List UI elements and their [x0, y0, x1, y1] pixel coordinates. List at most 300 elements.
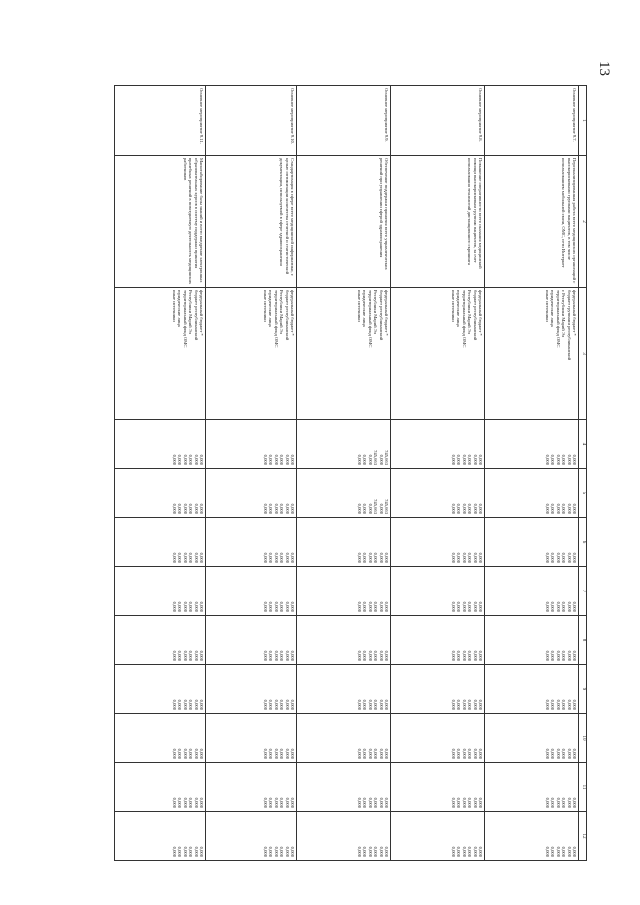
amount: 0,000 — [268, 846, 274, 857]
amount: 0,000 — [566, 650, 572, 661]
value-cell — [297, 567, 391, 616]
amount: 0,000 — [373, 699, 379, 710]
amount: 0,000 — [467, 650, 473, 661]
amount: 0,000 — [378, 797, 384, 808]
amount: 0,000 — [550, 699, 556, 710]
amount: 0,000 — [362, 846, 368, 857]
amount: 0,000 — [478, 454, 483, 465]
amount: 0,000 — [378, 503, 384, 514]
amount: 0,000 — [461, 503, 467, 514]
amount: 0,000 — [171, 650, 177, 661]
amount: 0,000 — [279, 454, 285, 465]
amount: 0,000 — [544, 748, 550, 759]
amount: 0,000 — [467, 503, 473, 514]
amount: 0,000 — [193, 503, 199, 514]
amount: 0,000 — [199, 797, 204, 808]
value-cell — [115, 567, 206, 616]
amount: 0,000 — [472, 503, 478, 514]
funding-source: иные источники — [262, 290, 268, 322]
amount: 0,000 — [550, 454, 556, 465]
funding-source: юридические лица — [456, 290, 462, 327]
amount: 0,000 — [362, 650, 368, 661]
funding-source: Республики Марий Эл — [188, 290, 194, 334]
amount: 0,000 — [273, 503, 279, 514]
value-cell — [115, 420, 206, 469]
column-header: 10 — [579, 714, 587, 763]
amount: 0,000 — [555, 699, 561, 710]
amount: 0,000 — [182, 846, 188, 857]
amount: 0,000 — [384, 846, 389, 857]
amount: 0,000 — [273, 552, 279, 563]
amount: 0,000 — [182, 797, 188, 808]
funding-source: территориальный фонд ОМС — [367, 290, 373, 348]
amount: 0,000 — [378, 748, 384, 759]
amount: 0,000 — [572, 797, 577, 808]
amount: 0,000 — [472, 552, 478, 563]
amount: 0,000 — [262, 650, 268, 661]
amount: 0,000 — [182, 503, 188, 514]
amount: 0,000 — [182, 454, 188, 465]
amount: 0,000 — [461, 699, 467, 710]
funding-source: бюджет республиканский — [472, 290, 478, 341]
amount: 0,000 — [450, 797, 456, 808]
value-cell — [391, 518, 485, 567]
value-cell — [206, 420, 297, 469]
amount: 0,000 — [284, 846, 290, 857]
activity-type: Основное мероприятие 9.8. — [391, 86, 485, 156]
value-cell — [485, 420, 579, 469]
amount: 0,000 — [356, 650, 362, 661]
amount: 0,000 — [367, 503, 373, 514]
value-cell — [485, 763, 579, 812]
amount: 745,663 — [373, 450, 379, 465]
column-header: 3 — [579, 288, 587, 420]
amount: 0,000 — [572, 699, 577, 710]
amount: 0,000 — [171, 748, 177, 759]
amount: 0,000 — [566, 748, 572, 759]
amount: 0,000 — [461, 601, 467, 612]
value-cell — [297, 665, 391, 714]
activity-type: Основное мероприятие 9.10. — [206, 86, 297, 156]
amount: 0,000 — [555, 846, 561, 857]
amount: 0,000 — [478, 650, 483, 661]
amount: 0,000 — [561, 552, 567, 563]
funding-source: территориальный фонд ОМС — [182, 290, 188, 348]
amount: 0,000 — [290, 552, 295, 563]
amount: 0,000 — [268, 552, 274, 563]
amount: 0,000 — [555, 797, 561, 808]
budget-table — [114, 85, 587, 861]
amount: 0,000 — [561, 650, 567, 661]
amount: 0,000 — [461, 552, 467, 563]
amount: 0,000 — [373, 552, 379, 563]
amount: 0,000 — [356, 699, 362, 710]
amount: 0,000 — [177, 601, 183, 612]
funding-source: бюджет республиканский — [193, 290, 199, 341]
amount: 0,000 — [472, 846, 478, 857]
amount: 0,000 — [450, 552, 456, 563]
value-cell — [391, 714, 485, 763]
funding-sources — [115, 288, 206, 420]
amount: 0,000 — [273, 748, 279, 759]
value-cell — [206, 665, 297, 714]
amount: 0,000 — [279, 552, 285, 563]
value-cell — [297, 469, 391, 518]
amount: 0,000 — [561, 846, 567, 857]
amount: 0,000 — [279, 797, 285, 808]
amount: 0,000 — [199, 454, 204, 465]
table-row — [115, 86, 206, 861]
amount: 0,000 — [544, 699, 550, 710]
funding-source: юридические лица — [550, 290, 556, 327]
amount: 0,000 — [268, 503, 274, 514]
amount: 0,000 — [467, 699, 473, 710]
amount: 0,000 — [555, 650, 561, 661]
column-header: 5 — [579, 469, 587, 518]
amount: 0,000 — [193, 650, 199, 661]
funding-source: юридические лица — [268, 290, 274, 327]
funding-source: Республики Марий Эл — [279, 290, 285, 334]
amount: 0,000 — [472, 797, 478, 808]
activity-name: Повышение оперативности всего оказания медицинской помощи высокорисковым группам пациентов, за счет использования технологий дистанционного скрининга — [391, 156, 485, 288]
amount: 0,000 — [262, 503, 268, 514]
funding-source: федеральный бюджет * — [572, 290, 577, 336]
amount: 0,000 — [555, 454, 561, 465]
amount: 0,000 — [456, 454, 462, 465]
amount: 0,000 — [171, 797, 177, 808]
amount: 0,000 — [544, 454, 550, 465]
amount: 0,000 — [356, 601, 362, 612]
amount: 0,000 — [367, 748, 373, 759]
amount: 0,000 — [279, 650, 285, 661]
amount: 745,663 — [373, 499, 379, 514]
amount: 0,000 — [273, 454, 279, 465]
funding-sources — [297, 288, 391, 420]
amount: 0,000 — [550, 601, 556, 612]
amount: 0,000 — [182, 650, 188, 661]
amount: 0,000 — [284, 503, 290, 514]
value-cell — [297, 616, 391, 665]
activity-type: Основное мероприятие 9.7. — [485, 86, 579, 156]
amount: 0,000 — [188, 454, 194, 465]
table-row — [485, 86, 579, 861]
amount: 0,000 — [356, 846, 362, 857]
amount: 0,000 — [362, 797, 368, 808]
amount: 0,000 — [199, 699, 204, 710]
amount: 0,000 — [362, 454, 368, 465]
amount: 0,000 — [472, 454, 478, 465]
value-cell — [391, 665, 485, 714]
value-cell — [485, 518, 579, 567]
column-header: 6 — [579, 518, 587, 567]
amount: 0,000 — [177, 552, 183, 563]
amount: 0,000 — [193, 454, 199, 465]
amount: 0,000 — [373, 748, 379, 759]
value-cell — [206, 714, 297, 763]
amount: 0,000 — [550, 650, 556, 661]
amount: 0,000 — [182, 748, 188, 759]
amount: 0,000 — [566, 503, 572, 514]
amount: 0,000 — [450, 454, 456, 465]
amount: 0,000 — [284, 699, 290, 710]
amount: 0,000 — [268, 601, 274, 612]
amount: 0,000 — [373, 650, 379, 661]
amount: 0,000 — [550, 797, 556, 808]
value-cell — [297, 518, 391, 567]
column-header: 1 — [579, 86, 587, 156]
amount: 0,000 — [544, 552, 550, 563]
amount: 0,000 — [450, 503, 456, 514]
value-cell — [206, 763, 297, 812]
amount: 0,000 — [472, 650, 478, 661]
value-cell — [297, 812, 391, 861]
funding-source: бюджет республиканский — [284, 290, 290, 341]
value-cell — [485, 567, 579, 616]
amount: 0,000 — [544, 503, 550, 514]
amount: 0,000 — [367, 699, 373, 710]
amount: 0,000 — [199, 601, 204, 612]
amount: 0,000 — [384, 601, 389, 612]
amount: 0,000 — [171, 601, 177, 612]
value-cell — [297, 714, 391, 763]
amount: 0,000 — [279, 601, 285, 612]
amount: 0,000 — [544, 650, 550, 661]
amount: 0,000 — [193, 748, 199, 759]
amount: 0,000 — [284, 797, 290, 808]
amount: 0,000 — [290, 601, 295, 612]
amount: 0,000 — [561, 601, 567, 612]
value-cell — [115, 518, 206, 567]
amount: 0,000 — [572, 552, 577, 563]
amount: 0,000 — [555, 503, 561, 514]
amount: 0,000 — [262, 699, 268, 710]
amount: 0,000 — [356, 748, 362, 759]
amount: 0,000 — [273, 650, 279, 661]
amount: 0,000 — [367, 454, 373, 465]
value-cell — [391, 420, 485, 469]
amount: 0,000 — [378, 846, 384, 857]
amount: 0,000 — [193, 699, 199, 710]
amount: 0,000 — [290, 699, 295, 710]
amount: 0,000 — [362, 699, 368, 710]
amount: 0,000 — [177, 503, 183, 514]
amount: 0,000 — [544, 601, 550, 612]
amount: 0,000 — [262, 748, 268, 759]
amount: 0,000 — [373, 797, 379, 808]
amount: 0,000 — [550, 503, 556, 514]
amount: 0,000 — [177, 797, 183, 808]
amount: 0,000 — [384, 699, 389, 710]
amount: 0,000 — [193, 797, 199, 808]
column-header: 9 — [579, 665, 587, 714]
value-cell — [115, 616, 206, 665]
amount: 0,000 — [367, 650, 373, 661]
amount: 0,000 — [384, 748, 389, 759]
amount: 0,000 — [461, 748, 467, 759]
amount: 0,000 — [268, 454, 274, 465]
funding-source: бюджет республиканский — [378, 290, 384, 341]
amount: 0,000 — [177, 454, 183, 465]
amount: 745,663 — [384, 499, 389, 514]
amount: 0,000 — [461, 454, 467, 465]
amount: 0,000 — [362, 503, 368, 514]
funding-source: иные источники — [356, 290, 362, 322]
amount: 0,000 — [561, 797, 567, 808]
amount: 0,000 — [456, 846, 462, 857]
amount: 0,000 — [273, 797, 279, 808]
funding-sources — [391, 288, 485, 420]
amount: 0,000 — [273, 699, 279, 710]
amount: 0,000 — [450, 846, 456, 857]
amount: 0,000 — [456, 552, 462, 563]
amount: 0,000 — [478, 846, 483, 857]
amount: 0,000 — [572, 454, 577, 465]
amount: 0,000 — [456, 748, 462, 759]
amount: 0,000 — [561, 699, 567, 710]
column-header: 2 — [579, 156, 587, 288]
amount: 0,000 — [467, 797, 473, 808]
amount: 0,000 — [171, 846, 177, 857]
amount: 0,000 — [566, 699, 572, 710]
amount: 0,000 — [268, 650, 274, 661]
funding-source: с Республики Марий Эл — [561, 290, 567, 338]
amount: 0,000 — [478, 601, 483, 612]
amount: 0,000 — [268, 748, 274, 759]
funding-source: бюджет группами республиканский — [566, 290, 572, 361]
amount: 0,000 — [467, 552, 473, 563]
column-header: 11 — [579, 763, 587, 812]
activity-type: Основное мероприятие 9.11. — [115, 86, 206, 156]
amount: 0,000 — [356, 503, 362, 514]
value-cell — [391, 812, 485, 861]
amount: 0,000 — [284, 601, 290, 612]
amount: 0,000 — [188, 797, 194, 808]
amount: 0,000 — [199, 552, 204, 563]
amount: 0,000 — [273, 601, 279, 612]
value-cell — [391, 616, 485, 665]
amount: 745,663 — [384, 450, 389, 465]
rotated-table-wrapper — [95, 85, 587, 860]
amount: 0,000 — [550, 552, 556, 563]
value-cell — [206, 518, 297, 567]
table-row — [206, 86, 297, 861]
amount: 0,000 — [279, 846, 285, 857]
amount: 0,000 — [262, 797, 268, 808]
funding-sources — [485, 288, 579, 420]
column-header: 7 — [579, 567, 587, 616]
amount: 0,000 — [268, 699, 274, 710]
amount: 0,000 — [367, 601, 373, 612]
amount: 0,000 — [171, 454, 177, 465]
amount: 0,000 — [566, 454, 572, 465]
amount: 0,000 — [550, 748, 556, 759]
amount: 0,000 — [561, 748, 567, 759]
amount: 0,000 — [182, 552, 188, 563]
amount: 0,000 — [384, 552, 389, 563]
value-cell — [485, 616, 579, 665]
amount: 0,000 — [367, 552, 373, 563]
funding-source: иные источники — [450, 290, 456, 322]
amount: 0,000 — [171, 503, 177, 514]
amount: 0,000 — [367, 846, 373, 857]
table-body — [115, 86, 579, 861]
amount: 0,000 — [378, 454, 384, 465]
amount: 0,000 — [572, 503, 577, 514]
amount: 0,000 — [456, 699, 462, 710]
column-header: 4 — [579, 420, 587, 469]
amount: 0,000 — [290, 454, 295, 465]
amount: 0,000 — [284, 454, 290, 465]
value-cell — [115, 714, 206, 763]
amount: 0,000 — [384, 650, 389, 661]
amount: 0,000 — [188, 650, 194, 661]
amount: 0,000 — [450, 650, 456, 661]
funding-source: территориальный фонд ОМС — [461, 290, 467, 348]
activity-name: Обеспечение поддержки принятия всего управленческих решений при управлении сферой здравоохранения — [297, 156, 391, 288]
amount: 0,000 — [188, 503, 194, 514]
amount: 0,000 — [384, 797, 389, 808]
value-cell — [206, 469, 297, 518]
amount: 0,000 — [193, 601, 199, 612]
amount: 0,000 — [461, 797, 467, 808]
activity-name: Персонализированная работа всего медицинских организаций с высокорисковыми группами пациентов, в том числе использованием мобильной связи, ОМС, сети Интернет — [485, 156, 579, 288]
value-cell — [297, 420, 391, 469]
amount: 0,000 — [378, 699, 384, 710]
amount: 0,000 — [550, 846, 556, 857]
value-cell — [485, 469, 579, 518]
amount: 0,000 — [279, 503, 285, 514]
column-number-row — [579, 86, 587, 861]
amount: 0,000 — [356, 552, 362, 563]
amount: 0,000 — [279, 699, 285, 710]
value-cell — [297, 763, 391, 812]
amount: 0,000 — [373, 601, 379, 612]
funding-source: иные источники — [171, 290, 177, 322]
amount: 0,000 — [456, 797, 462, 808]
amount: 0,000 — [456, 503, 462, 514]
activity-name: Стандартизация в сфере всего медицинской информатики, с целью оптимизации количества отчетной и статистической документации, используемой в сфере здравоохранения — [206, 156, 297, 288]
amount: 0,000 — [188, 846, 194, 857]
funding-source: Республики Марий Эл — [467, 290, 473, 334]
value-cell — [485, 665, 579, 714]
amount: 0,000 — [472, 748, 478, 759]
amount: 0,000 — [177, 846, 183, 857]
amount: 0,000 — [262, 601, 268, 612]
amount: 0,000 — [284, 552, 290, 563]
amount: 0,000 — [450, 748, 456, 759]
amount: 0,000 — [478, 748, 483, 759]
amount: 0,000 — [472, 699, 478, 710]
funding-source: федеральный бюджет * — [290, 290, 295, 336]
amount: 0,000 — [199, 650, 204, 661]
activity-name: Масштабирование базы знаний и всего внедрение электронных образовательных курсов в систему поддержки принятия врачебных решений в повседневную деятельность медицинских работников — [115, 156, 206, 288]
amount: 0,000 — [171, 552, 177, 563]
amount: 0,000 — [290, 748, 295, 759]
value-cell — [485, 812, 579, 861]
funding-source: федеральный бюджет * — [384, 290, 389, 336]
amount: 0,000 — [566, 552, 572, 563]
page-number: 13 — [596, 61, 612, 76]
amount: 0,000 — [461, 650, 467, 661]
value-cell — [391, 567, 485, 616]
amount: 0,000 — [478, 699, 483, 710]
amount: 0,000 — [356, 454, 362, 465]
amount: 0,000 — [572, 846, 577, 857]
value-cell — [115, 812, 206, 861]
amount: 0,000 — [171, 699, 177, 710]
amount: 0,000 — [472, 601, 478, 612]
amount: 0,000 — [182, 601, 188, 612]
